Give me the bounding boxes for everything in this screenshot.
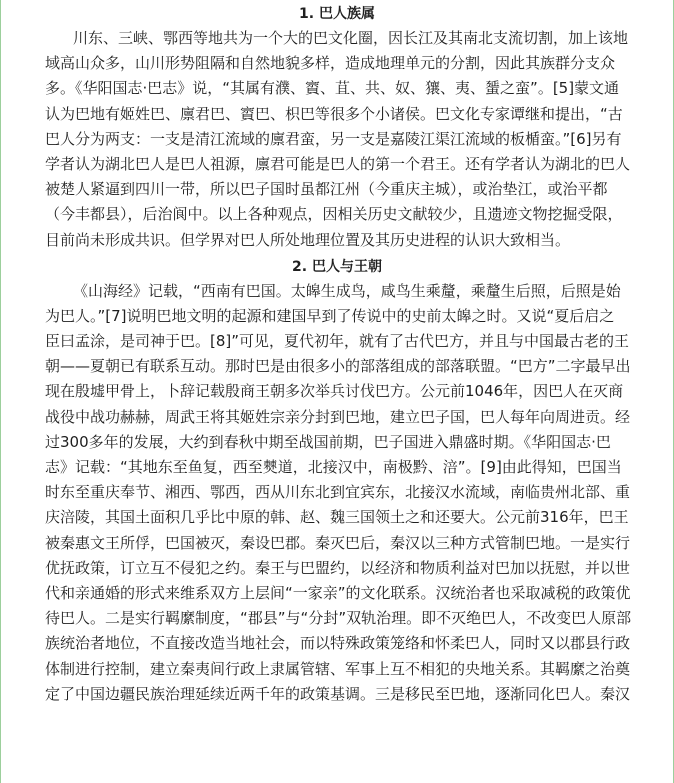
- paragraph-line: （今丰都县），后治阆中。以上各种观点，因相关历史文献较少，且遗迹文物挖掘受限，: [45, 205, 623, 224]
- paragraph-line: 战役中战功赫赫，周武王将其姬姓宗亲分封到巴地，建立巴子国，巴人每年向周进贡。经: [45, 407, 631, 426]
- paragraph-line: 目前尚未形成共识。但学界对巴人所处地理位置及其历史进程的认识大致相当。: [45, 230, 571, 249]
- paragraph-line: 过300多年的发展，大约到春秋中期至战国前期，巴子国进入鼎盛时期。《华阳国志·巴: [45, 432, 611, 451]
- paragraph-line: 体制进行控制，建立秦夷间行政上隶属管辖、军事上互不相犯的央地关系。其羁縻之治奠: [45, 659, 631, 678]
- section-2-paragraph: [1, 280, 673, 708]
- paragraph-line: 《山海经》记载，“西南有巴国。太皞生成鸟，咸鸟生乘釐，乘釐生后照，后照是始: [73, 281, 621, 300]
- paragraph-line: 族统治者地位，不直接改造当地社会，而以特殊政策笼络和怀柔巴人，同时又以郡县行政: [45, 634, 631, 653]
- paragraph-line: 巴人分为两支：一支是清江流域的廪君蛮，另一支是嘉陵江渠江流域的板楯蛮。”[6]另有: [45, 129, 622, 148]
- paragraph-line: 时东至重庆奉节、湘西、鄂西，西从川东北到宜宾东，北接汉水流域，南临贵州北部、重: [45, 483, 631, 502]
- paragraph-line: 定了中国边疆民族治理延续近两千年的政策基调。三是移民至巴地，逐渐同化巴人。秦汉: [45, 684, 631, 703]
- paragraph-line: 多。《华阳国志·巴志》说，“其属有濮、賨、苴、共、奴、獽、夷、蜑之蛮”。[5]蒙文通: [45, 79, 620, 98]
- paragraph-line: 现在殷墟甲骨上，卜辞记载殷商王朝多次举兵讨伐巴方。公元前1046年，因巴人在灭商: [45, 382, 624, 401]
- paragraph-line: 优抚政策，订立互不侵犯之约。秦王与巴盟约，以经济和物质利益对巴加以抚慰，并以世: [45, 558, 631, 577]
- paragraph-line: 学者认为湖北巴人是巴人祖源，廪君可能是巴人的第一个君王。还有学者认为湖北的巴人: [45, 154, 631, 173]
- paragraph-line: 为巴人。”[7]说明巴地文明的起源和建国早到了传说中的史前太皞之时。又说“夏后启之: [45, 306, 615, 325]
- paragraph-line: 被楚人紧逼到四川一带，所以巴子国时虽都江州（今重庆主城），或治垫江，或治平都: [45, 180, 608, 199]
- paragraph-line: 志》记载：“其地东至鱼复，西至僰道，北接汉中，南极黔、涪”。[9]由此得知，巴国当: [45, 458, 622, 476]
- paragraph-line: 代和亲通婚的形式来维系双方上层间“一家亲”的文化联系。汉统治者也采取减税的政策优: [45, 583, 631, 602]
- paragraph-line: 川东、三峡、鄂西等地共为一个大的巴文化圈，因长江及其南北支流切割，加上该地: [73, 29, 629, 47]
- paragraph-line: 被秦惠文王所俘，巴国被灭，秦设巴郡。秦灭巴后，秦汉以三种方式管制巴地。一是实行: [45, 533, 631, 552]
- section-heading-1: 1. 巴人族属: [299, 6, 375, 22]
- section-1-paragraph: [1, 27, 673, 254]
- paragraph-line: 臣曰孟涂，是司神于巴。[8]”可见，夏代初年，就有了古代巴方，并且与中国最古老的王: [45, 332, 630, 351]
- paragraph-line: 待巴人。二是实行羁縻制度，“郡县”与“分封”双轨治理。即不灭绝巴人，不改变巴人原部: [45, 609, 632, 628]
- paragraph-line: 庆涪陵，其国土面积几乎比中原的韩、赵、魏三国领土之和还要大。公元前316年，巴王: [45, 508, 629, 527]
- paragraph-line: 朝——夏朝已有联系互动。那时巴是由很多小的部落组成的部落联盟。“巴方”二字最早出: [45, 357, 631, 376]
- paragraph-line: 认为巴地有姬姓巴、廪君巴、賨巴、枳巴等很多个小诸侯。巴文化专家谭继和提出，“古: [45, 104, 623, 123]
- section-heading-2: 2. 巴人与王朝: [292, 258, 382, 275]
- paragraph-line: 域高山众多，山川形势阻隔和自然地貌多样，造成地理单元的分割，因此其族群分支众: [45, 54, 616, 73]
